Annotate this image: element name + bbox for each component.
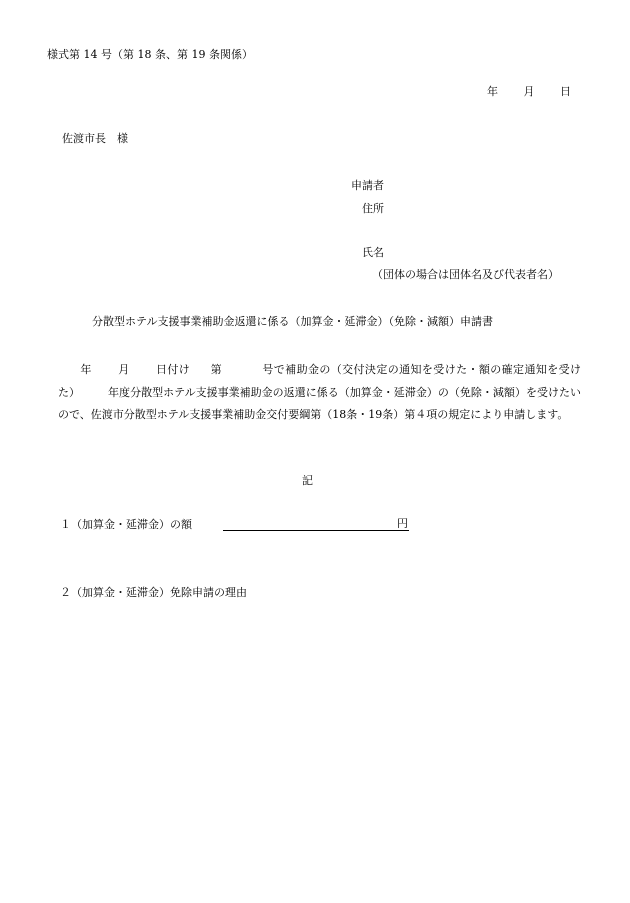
ki-heading: 記 [302,474,313,487]
body-year: 年 [80,363,92,376]
item1-unit: 円 [397,517,408,530]
date-line: 年 月 日 [487,85,571,98]
name-label: 氏名 [362,246,384,259]
name-note: （団体の場合は団体名及び代表者名） [372,268,559,281]
body-month: 月 [117,363,130,376]
address-label: 住所 [362,202,384,215]
document-title: 分散型ホテル支援事業補助金返還に係る（加算金・延滞金）（免除・減額）申請書 [92,315,493,328]
form-number: 様式第 14 号（第 18 条、第 19 条関係） [47,48,253,61]
applicant-label: 申請者 [351,179,384,192]
body-part2: 年度分散型ホテル支援事業補助金の返還に係る（加算金・延滞金）の（免除・減額）を受けたいので、佐渡市分散型ホテル支援事業補助金交付要綱第（18条・19条）第４項の規定により申請します。 [58,385,582,421]
addressee: 佐渡市長 様 [62,132,128,145]
body-day: 日付け [155,363,191,376]
body-number-prefix: 第 [210,363,222,376]
amount-underline [223,530,409,531]
body-part1: 号で補助金の（交付決定の通知を受けた・額の確定通知を受けた） [58,363,582,399]
body-paragraph [58,359,581,427]
item2-label: ２（加算金・延滞金）免除申請の理由 [60,586,247,599]
item1-label: １（加算金・延滞金）の額 [60,518,192,531]
